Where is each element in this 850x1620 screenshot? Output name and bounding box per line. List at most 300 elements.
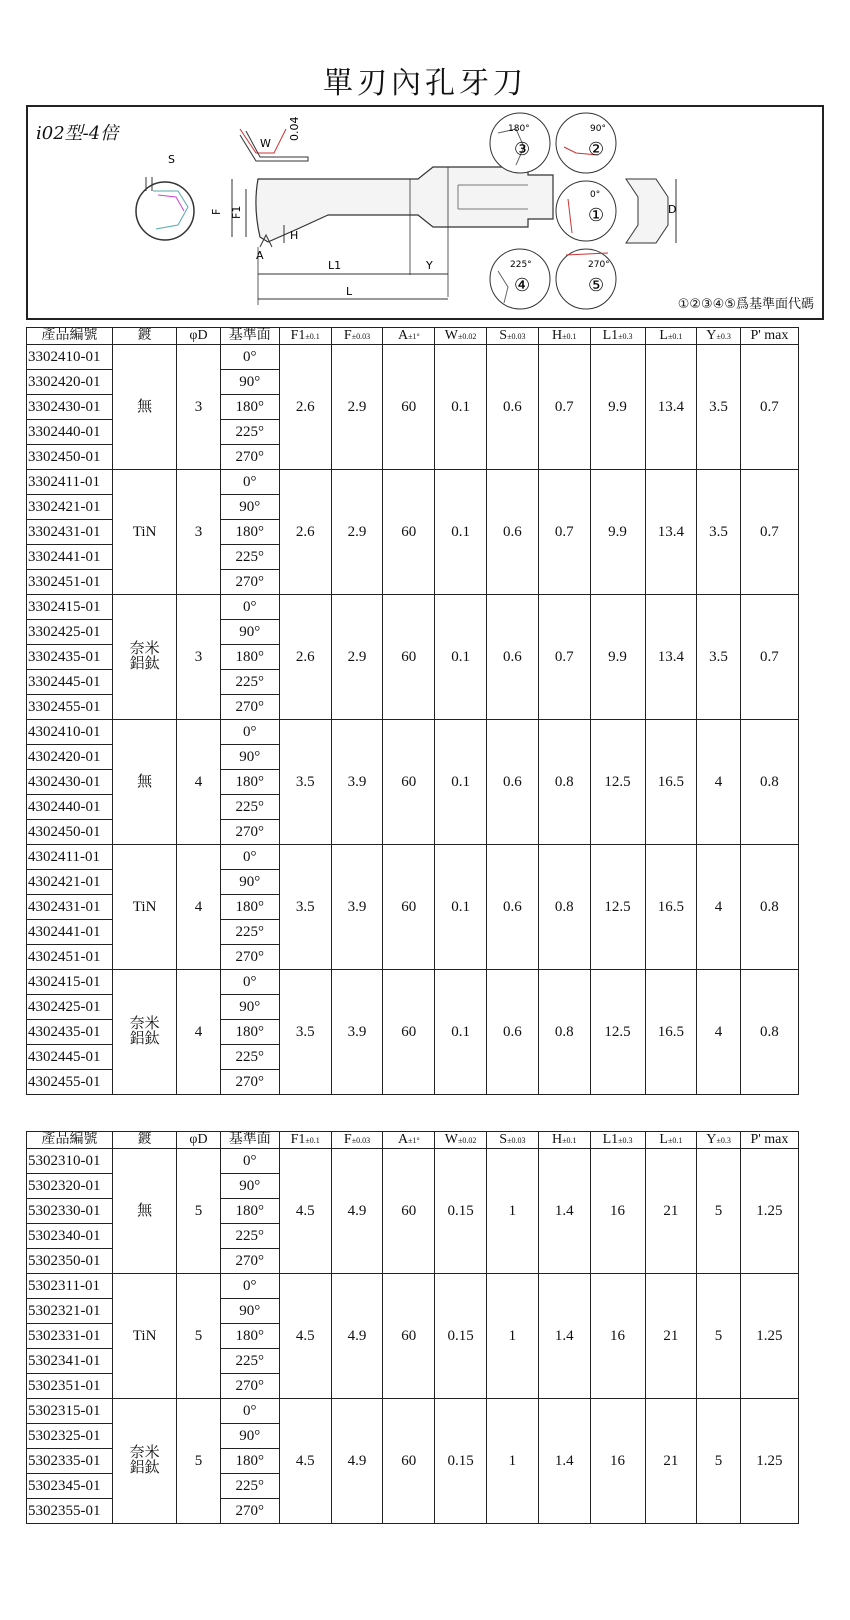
value-l: 21 [645, 1274, 697, 1399]
product-code: 4302421-01 [27, 870, 113, 895]
reference-angle: 0° [220, 970, 279, 995]
reference-angle: 270° [220, 945, 279, 970]
position-2-icon [556, 113, 616, 173]
spec-table-d5 [26, 1131, 799, 1524]
table-row [27, 470, 799, 495]
value-a: 60 [383, 1274, 435, 1399]
value-s: 1 [487, 1149, 539, 1274]
diameter: 4 [177, 970, 221, 1095]
header-h-tolerance: ±0.1 [562, 1136, 577, 1145]
header-y-label: Y [706, 328, 717, 343]
header-d-label: φD [189, 1132, 208, 1147]
reference-angle: 180° [220, 395, 279, 420]
header-l1-tolerance: ±0.3 [618, 1136, 633, 1145]
header-l-tolerance: ±0.1 [667, 1136, 683, 1145]
coating: 無 [113, 1149, 177, 1274]
value-f: 2.9 [331, 345, 383, 470]
reference-angle: 225° [220, 1474, 279, 1499]
value-l: 13.4 [645, 470, 697, 595]
header-p [740, 328, 798, 345]
value-l: 16.5 [645, 970, 697, 1095]
page-title: 單刃內孔牙刀 [323, 66, 527, 101]
label-F1: F1 [230, 205, 243, 219]
diameter: 3 [177, 470, 221, 595]
header-f [331, 328, 383, 345]
header-s [487, 328, 539, 345]
reference-angle: 0° [220, 470, 279, 495]
product-code: 5302335-01 [27, 1449, 113, 1474]
reference-angle: 90° [220, 870, 279, 895]
value-l: 16.5 [645, 845, 697, 970]
value-w: 0.1 [435, 345, 487, 470]
product-code: 5302321-01 [27, 1299, 113, 1324]
table-row [27, 595, 799, 620]
value-l1: 16 [590, 1274, 645, 1399]
value-a: 60 [383, 1149, 435, 1274]
value-s: 1 [487, 1274, 539, 1399]
header-l-label: L [659, 328, 668, 343]
value-p: 1.25 [740, 1274, 798, 1399]
header-f1 [279, 1132, 331, 1149]
value-a: 60 [383, 595, 435, 720]
value-y: 3.5 [697, 470, 741, 595]
coating: 無 [113, 345, 177, 470]
label-H: H [290, 229, 299, 242]
product-code: 4302415-01 [27, 970, 113, 995]
header-ref-label: 基準面 [228, 328, 271, 343]
product-code: 3302420-01 [27, 370, 113, 395]
header-h-tolerance: ±0.1 [562, 332, 577, 341]
svg-text:①: ① [588, 205, 605, 226]
label-L1: L1 [328, 259, 342, 272]
position-4-icon [490, 249, 550, 309]
svg-text:⑤: ⑤ [588, 275, 605, 296]
value-p: 1.25 [740, 1149, 798, 1274]
value-l: 13.4 [645, 595, 697, 720]
value-p: 0.7 [740, 595, 798, 720]
coating: 奈米 鋁鈦 [113, 970, 177, 1095]
value-h: 0.7 [538, 595, 590, 720]
diameter: 4 [177, 845, 221, 970]
value-l: 16.5 [645, 720, 697, 845]
label-Y: Y [426, 259, 433, 272]
svg-text:225°: 225° [510, 260, 532, 270]
reference-angle: 180° [220, 1199, 279, 1224]
product-code: 4302425-01 [27, 995, 113, 1020]
header-a-label: A [397, 1132, 409, 1147]
header-f-label: F [343, 328, 352, 343]
header-ref [220, 1132, 279, 1149]
product-code: 3302430-01 [27, 395, 113, 420]
table-row [27, 720, 799, 745]
header-a-tolerance: ±1° [408, 1136, 420, 1145]
header-s [487, 1132, 539, 1149]
diameter: 5 [177, 1274, 221, 1399]
value-l1: 16 [590, 1399, 645, 1524]
value-a: 60 [383, 345, 435, 470]
value-a: 60 [383, 970, 435, 1095]
reference-angle: 0° [220, 595, 279, 620]
diameter: 5 [177, 1149, 221, 1274]
value-l1: 12.5 [590, 720, 645, 845]
value-f: 3.9 [331, 970, 383, 1095]
value-s: 0.6 [487, 595, 539, 720]
header-l1 [590, 1132, 645, 1149]
value-l1: 9.9 [590, 345, 645, 470]
product-code: 5302340-01 [27, 1224, 113, 1249]
header-l1-label: L1 [602, 328, 619, 343]
table-header-row [27, 1132, 799, 1149]
value-f1: 2.6 [279, 470, 331, 595]
value-w: 0.1 [435, 595, 487, 720]
product-code: 4302435-01 [27, 1020, 113, 1045]
value-y: 5 [697, 1274, 741, 1399]
header-f1-label: F1 [290, 328, 306, 343]
table-row [27, 845, 799, 870]
product-code: 3302410-01 [27, 345, 113, 370]
svg-text:③: ③ [514, 139, 531, 160]
table-row [27, 1399, 799, 1424]
header-code [27, 328, 113, 345]
product-code: 5302341-01 [27, 1349, 113, 1374]
value-y: 5 [697, 1149, 741, 1274]
position-legend: ①②③④⑤爲基準面代碼 [677, 297, 814, 312]
value-w: 0.1 [435, 845, 487, 970]
header-d-label: φD [189, 328, 208, 343]
header-l-label: L [659, 1132, 668, 1147]
header-f1 [279, 328, 331, 345]
header-a [383, 1132, 435, 1149]
value-p: 0.7 [740, 470, 798, 595]
value-f: 3.9 [331, 720, 383, 845]
header-f1-tolerance: ±0.1 [305, 1136, 320, 1145]
table-row [27, 345, 799, 370]
coating: TiN [113, 470, 177, 595]
reference-angle: 270° [220, 1249, 279, 1274]
value-f1: 4.5 [279, 1274, 331, 1399]
header-p-label: P' max [750, 328, 789, 343]
svg-text:90°: 90° [590, 124, 606, 134]
value-l1: 9.9 [590, 470, 645, 595]
value-y: 4 [697, 720, 741, 845]
value-w: 0.1 [435, 470, 487, 595]
header-f-tolerance: ±0.03 [351, 1136, 371, 1145]
header-w [435, 328, 487, 345]
header-coat [113, 1132, 177, 1149]
header-w-label: W [444, 1132, 459, 1147]
header-a [383, 328, 435, 345]
header-s-tolerance: ±0.03 [507, 1136, 526, 1145]
reference-angle: 180° [220, 1449, 279, 1474]
header-w [435, 1132, 487, 1149]
header-l1-label: L1 [602, 1132, 619, 1147]
reference-angle: 0° [220, 720, 279, 745]
table-row [27, 1274, 799, 1299]
svg-text:0°: 0° [590, 190, 601, 200]
value-l: 21 [645, 1399, 697, 1524]
reference-angle: 90° [220, 620, 279, 645]
header-y [697, 1132, 741, 1149]
value-f1: 3.5 [279, 845, 331, 970]
coating: TiN [113, 845, 177, 970]
header-s-tolerance: ±0.03 [507, 332, 526, 341]
header-h-label: H [551, 328, 563, 343]
value-l1: 9.9 [590, 595, 645, 720]
header-f [331, 1132, 383, 1149]
product-code: 3302451-01 [27, 570, 113, 595]
header-y-tolerance: ±0.3 [716, 332, 731, 341]
header-code [27, 1132, 113, 1149]
product-code: 4302450-01 [27, 820, 113, 845]
product-code: 3302435-01 [27, 645, 113, 670]
reference-angle: 0° [220, 845, 279, 870]
reference-angle: 225° [220, 670, 279, 695]
value-h: 1.4 [538, 1149, 590, 1274]
value-y: 3.5 [697, 595, 741, 720]
reference-angle: 90° [220, 995, 279, 1020]
value-l: 21 [645, 1149, 697, 1274]
value-f1: 2.6 [279, 595, 331, 720]
header-l [645, 328, 697, 345]
product-code: 3302431-01 [27, 520, 113, 545]
reference-angle: 90° [220, 745, 279, 770]
value-f: 3.9 [331, 845, 383, 970]
coating: 奈米 鋁鈦 [113, 595, 177, 720]
value-h: 1.4 [538, 1399, 590, 1524]
product-code: 3302455-01 [27, 695, 113, 720]
table-row [27, 970, 799, 995]
header-d [177, 328, 221, 345]
product-code: 4302445-01 [27, 1045, 113, 1070]
header-f1-label: F1 [290, 1132, 306, 1147]
value-y: 5 [697, 1399, 741, 1524]
label-A: A [256, 249, 264, 262]
value-h: 0.7 [538, 345, 590, 470]
product-code: 3302445-01 [27, 670, 113, 695]
product-code: 5302311-01 [27, 1274, 113, 1299]
reference-angle: 225° [220, 1045, 279, 1070]
tool-diagram [26, 105, 824, 320]
reference-angle: 225° [220, 420, 279, 445]
value-w: 0.1 [435, 970, 487, 1095]
header-l1-tolerance: ±0.3 [618, 332, 633, 341]
product-code: 3302425-01 [27, 620, 113, 645]
product-code: 5302355-01 [27, 1499, 113, 1524]
svg-text:④: ④ [514, 275, 531, 296]
value-p: 0.8 [740, 970, 798, 1095]
value-f: 4.9 [331, 1149, 383, 1274]
product-code: 5302310-01 [27, 1149, 113, 1174]
label-W: W [260, 137, 271, 150]
header-h [538, 1132, 590, 1149]
reference-angle: 225° [220, 1349, 279, 1374]
value-f: 2.9 [331, 470, 383, 595]
reference-angle: 180° [220, 1324, 279, 1349]
header-f-tolerance: ±0.03 [351, 332, 371, 341]
reference-angle: 270° [220, 1499, 279, 1524]
value-f1: 3.5 [279, 970, 331, 1095]
reference-angle: 270° [220, 445, 279, 470]
product-code: 4302440-01 [27, 795, 113, 820]
label-D: D [668, 203, 677, 216]
spec-table-d3-d4 [26, 327, 799, 1095]
reference-angle: 180° [220, 770, 279, 795]
value-h: 0.8 [538, 970, 590, 1095]
value-l1: 16 [590, 1149, 645, 1274]
value-s: 0.6 [487, 345, 539, 470]
diameter: 3 [177, 595, 221, 720]
product-code: 4302410-01 [27, 720, 113, 745]
product-code: 5302315-01 [27, 1399, 113, 1424]
product-code: 5302351-01 [27, 1374, 113, 1399]
value-s: 0.6 [487, 720, 539, 845]
reference-angle: 180° [220, 520, 279, 545]
coating: 奈米 鋁鈦 [113, 1399, 177, 1524]
product-code: 4302431-01 [27, 895, 113, 920]
header-h [538, 328, 590, 345]
value-h: 0.7 [538, 470, 590, 595]
header-y-label: Y [706, 1132, 717, 1147]
value-a: 60 [383, 845, 435, 970]
value-a: 60 [383, 720, 435, 845]
svg-text:180°: 180° [508, 124, 530, 134]
reference-angle: 180° [220, 645, 279, 670]
value-h: 0.8 [538, 845, 590, 970]
coating: 無 [113, 720, 177, 845]
table-row [27, 1149, 799, 1174]
header-l-tolerance: ±0.1 [667, 332, 683, 341]
reference-angle: 225° [220, 1224, 279, 1249]
product-code: 3302440-01 [27, 420, 113, 445]
product-code: 4302455-01 [27, 1070, 113, 1095]
reference-angle: 225° [220, 795, 279, 820]
header-coat-label: 鍍 [137, 1132, 152, 1147]
header-y [697, 328, 741, 345]
reference-angle: 90° [220, 1299, 279, 1324]
header-coat [113, 328, 177, 345]
header-ref [220, 328, 279, 345]
reference-angle: 0° [220, 1149, 279, 1174]
header-s-label: S [499, 328, 508, 343]
product-code: 4302451-01 [27, 945, 113, 970]
position-3-icon [490, 113, 550, 173]
value-l1: 12.5 [590, 970, 645, 1095]
value-s: 0.6 [487, 970, 539, 1095]
position-5-icon [556, 249, 616, 309]
svg-text:270°: 270° [588, 260, 610, 270]
value-y: 4 [697, 845, 741, 970]
value-f: 4.9 [331, 1274, 383, 1399]
header-w-tolerance: ±0.02 [458, 1136, 477, 1145]
product-code: 4302441-01 [27, 920, 113, 945]
reference-angle: 270° [220, 1374, 279, 1399]
product-code: 3302411-01 [27, 470, 113, 495]
diameter: 5 [177, 1399, 221, 1524]
reference-angle: 0° [220, 1274, 279, 1299]
value-p: 0.8 [740, 845, 798, 970]
diameter: 3 [177, 345, 221, 470]
model-label: i02型-4倍 [36, 123, 119, 144]
reference-angle: 270° [220, 820, 279, 845]
product-code: 5302320-01 [27, 1174, 113, 1199]
value-a: 60 [383, 470, 435, 595]
product-code: 5302331-01 [27, 1324, 113, 1349]
label-S: S [168, 153, 175, 166]
value-f1: 2.6 [279, 345, 331, 470]
value-s: 0.6 [487, 845, 539, 970]
label-L: L [346, 285, 353, 298]
product-code: 4302420-01 [27, 745, 113, 770]
header-code-label: 產品編號 [41, 328, 98, 343]
header-d [177, 1132, 221, 1149]
value-f1: 4.5 [279, 1399, 331, 1524]
value-a: 60 [383, 1399, 435, 1524]
header-p [740, 1132, 798, 1149]
value-h: 1.4 [538, 1274, 590, 1399]
value-w: 0.15 [435, 1274, 487, 1399]
header-code-label: 產品編號 [41, 1132, 98, 1147]
value-s: 1 [487, 1399, 539, 1524]
header-w-tolerance: ±0.02 [458, 332, 477, 341]
value-w: 0.1 [435, 720, 487, 845]
header-h-label: H [551, 1132, 563, 1147]
reference-angle: 0° [220, 345, 279, 370]
value-s: 0.6 [487, 470, 539, 595]
header-f1-tolerance: ±0.1 [305, 332, 320, 341]
product-code: 5302345-01 [27, 1474, 113, 1499]
reference-angle: 225° [220, 545, 279, 570]
header-l [645, 1132, 697, 1149]
table-header-row [27, 328, 799, 345]
header-p-label: P' max [750, 1132, 789, 1147]
value-h: 0.8 [538, 720, 590, 845]
header-a-label: A [397, 328, 409, 343]
reference-angle: 270° [220, 570, 279, 595]
header-w-label: W [444, 328, 459, 343]
value-w: 0.15 [435, 1149, 487, 1274]
product-code: 3302415-01 [27, 595, 113, 620]
value-l1: 12.5 [590, 845, 645, 970]
reference-angle: 90° [220, 495, 279, 520]
product-code: 5302350-01 [27, 1249, 113, 1274]
product-code: 5302325-01 [27, 1424, 113, 1449]
diameter: 4 [177, 720, 221, 845]
value-f: 2.9 [331, 595, 383, 720]
product-code: 4302411-01 [27, 845, 113, 870]
header-ref-label: 基準面 [228, 1132, 271, 1147]
label-F: F [210, 208, 223, 215]
reference-angle: 270° [220, 1070, 279, 1095]
header-l1 [590, 328, 645, 345]
reference-angle: 90° [220, 1424, 279, 1449]
header-coat-label: 鍍 [137, 328, 152, 343]
svg-text:②: ② [588, 139, 605, 160]
value-f1: 4.5 [279, 1149, 331, 1274]
reference-angle: 180° [220, 895, 279, 920]
value-p: 1.25 [740, 1399, 798, 1524]
value-y: 4 [697, 970, 741, 1095]
coating: TiN [113, 1274, 177, 1399]
header-f-label: F [343, 1132, 352, 1147]
value-y: 3.5 [697, 345, 741, 470]
reference-angle: 180° [220, 1020, 279, 1045]
value-w: 0.15 [435, 1399, 487, 1524]
label-t: 0.04 [288, 116, 301, 141]
product-code: 3302421-01 [27, 495, 113, 520]
reference-angle: 90° [220, 1174, 279, 1199]
product-code: 3302450-01 [27, 445, 113, 470]
reference-angle: 225° [220, 920, 279, 945]
